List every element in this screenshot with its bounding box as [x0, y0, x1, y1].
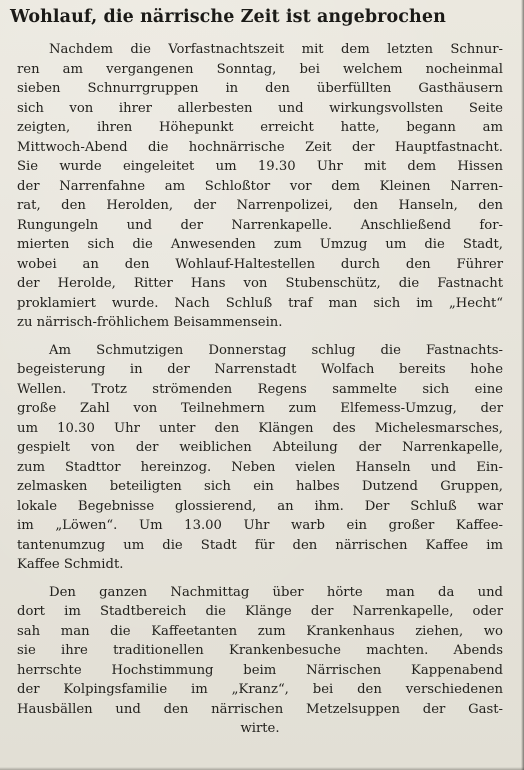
article-paragraph-1	[17, 40, 503, 333]
text-line: begeisterung in der Narrenstadt Wolfach bereits hohe	[17, 362, 503, 377]
text-line: große Zahl von Teilnehmern zum Elfemess-Umzug, der	[17, 401, 503, 416]
text-line: wobei an den Wohlauf-Haltestellen durch den Führer	[17, 256, 503, 272]
text-line: rat, den Herolden, der Narrenpolizei, den Hanseln, den	[17, 198, 503, 213]
text-line: Rungungeln und der Narrenkapelle. Anschließend for-	[17, 217, 503, 233]
text-line: zu närrisch-fröhlichem Beisammensein.	[17, 315, 283, 330]
text-line: Sie wurde eingeleitet um 19.30 Uhr mit dem Hissen	[17, 159, 503, 174]
text-line: Am Schmutzigen Donnerstag schlug die Fastnachts-	[49, 342, 503, 358]
text-line: im „Löwen“. Um 13.00 Uhr warb ein großer Kaffee-	[17, 518, 503, 533]
text-line: Den ganzen Nachmittag über hörte man da und	[49, 584, 503, 600]
article-headline: Wohlauf, die närrische Zeit ist angebrochen	[10, 7, 446, 27]
article-paragraph-2	[17, 341, 503, 575]
text-line: der Herolde, Ritter Hans von Stubenschütz, die Fastnacht	[17, 276, 503, 291]
text-line: der Narrenfahne am Schloßtor vor dem Kleinen Narren-	[17, 178, 503, 194]
text-line: Hausbällen und den närrischen Metzelsuppen der Gast-	[17, 701, 503, 717]
text-line: sich von ihrer allerbesten und wirkungsvollsten Seite	[17, 100, 503, 116]
text-line: tantenumzug um die Stadt für den närrischen Kaffee im	[17, 537, 503, 553]
article-paragraph-3	[17, 583, 503, 739]
text-line: der Kolpingsfamilie im „Kranz“, bei den verschiedenen	[17, 682, 503, 697]
article-body	[17, 40, 503, 747]
text-line: herrschte Hochstimmung beim Närrischen Kappenabend	[17, 662, 503, 678]
text-line: zeigten, ihren Höhepunkt erreicht hatte, begann am	[17, 120, 503, 135]
text-line: Nachdem die Vorfastnachtszeit mit dem letzten Schnur-	[49, 42, 503, 57]
text-line: mierten sich die Anwesenden zum Umzug um die Stadt,	[17, 237, 503, 252]
text-line: gespielt von der weiblichen Abteilung der Narrenkapelle,	[17, 440, 503, 455]
text-line: ren am vergangenen Sonntag, bei welchem nocheinmal	[17, 61, 503, 77]
text-line: zum Stadttor hereinzog. Neben vielen Hanseln und Ein-	[17, 459, 503, 475]
text-line: dort im Stadtbereich die Klänge der Narrenkapelle, oder	[17, 604, 503, 619]
text-line: Kaffee Schmidt.	[17, 557, 124, 572]
text-line: proklamiert wurde. Nach Schluß traf man sich im „Hecht“	[17, 295, 503, 311]
text-line: sieben Schnurrgruppen in den überfüllten Gasthäusern	[17, 81, 503, 96]
text-line: sie ihre traditionellen Krankenbesuche machten. Abends	[17, 643, 503, 658]
text-line: lokale Begebnisse glossierend, an ihm. Der Schluß war	[17, 498, 503, 514]
text-line: um 10.30 Uhr unter den Klängen des Michelesmarsches,	[17, 420, 503, 436]
text-line: Wellen. Trotz strömenden Regens sammelte sich eine	[17, 381, 503, 397]
text-line: wirte.	[240, 721, 280, 736]
text-line: Mittwoch-Abend die hochnärrische Zeit der Hauptfastnacht.	[17, 139, 503, 155]
text-line: zelmasken beteiligten sich ein halbes Dutzend Gruppen,	[17, 479, 503, 494]
text-line: sah man die Kaffeetanten zum Krankenhaus ziehen, wo	[17, 623, 503, 639]
